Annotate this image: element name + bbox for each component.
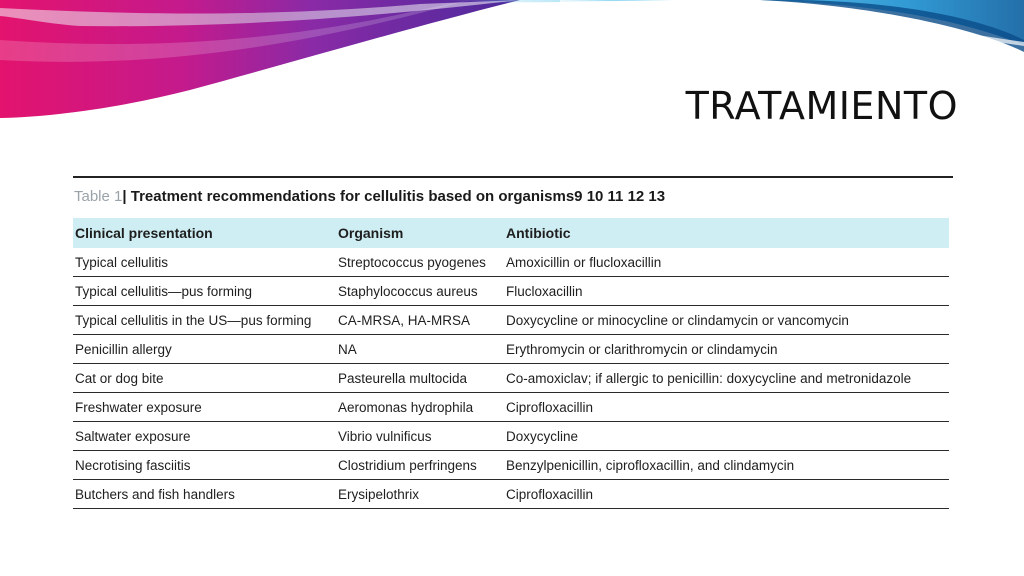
treatment-table-figure [73, 176, 953, 509]
table-cell: NA [336, 335, 504, 364]
table-cell: Freshwater exposure [73, 393, 336, 422]
table-cell: Staphylococcus aureus [336, 277, 504, 306]
column-header-antibiotic: Antibiotic [506, 225, 571, 241]
table-header-row [73, 218, 949, 248]
table-row [73, 393, 949, 422]
table-caption-text: | Treatment recommendations for cellulitis based on organisms9 10 11 12 13 [122, 188, 666, 205]
table-cell: Typical cellulitis in the US—pus forming [73, 306, 336, 335]
table-cell: Amoxicillin or flucloxacillin [504, 248, 949, 277]
table-row [73, 480, 949, 509]
table-row [73, 306, 949, 335]
table-cell: Erysipelothrix [336, 480, 504, 509]
slide-title: TRATAMIENTO [685, 84, 958, 128]
table-cell: Erythromycin or clarithromycin or clindamycin [504, 335, 949, 364]
table-cell: Typical cellulitis—pus forming [73, 277, 336, 306]
table-cell: Streptococcus pyogenes [336, 248, 504, 277]
table-cell: Doxycycline [504, 422, 949, 451]
table-cell: CA-MRSA, HA-MRSA [336, 306, 504, 335]
treatment-table [73, 218, 949, 509]
table-cell: Butchers and fish handlers [73, 480, 336, 509]
table-row [73, 451, 949, 480]
table-caption [73, 178, 953, 218]
table-cell: Vibrio vulnificus [336, 422, 504, 451]
table-cell: Necrotising fasciitis [73, 451, 336, 480]
table-cell: Flucloxacillin [504, 277, 949, 306]
table-row [73, 422, 949, 451]
table-cell: Aeromonas hydrophila [336, 393, 504, 422]
table-cell: Doxycycline or minocycline or clindamycin or vancomycin [504, 306, 949, 335]
table-row [73, 277, 949, 306]
table-cell: Benzylpenicillin, ciprofloxacillin, and clindamycin [504, 451, 949, 480]
table-row [73, 335, 949, 364]
table-row [73, 364, 949, 393]
table-cell: Clostridium perfringens [336, 451, 504, 480]
column-header-organism: Organism [338, 225, 404, 241]
table-cell: Ciprofloxacillin [504, 480, 949, 509]
table-cell: Saltwater exposure [73, 422, 336, 451]
table-caption-label: Table 1 [74, 188, 123, 205]
table-cell: Pasteurella multocida [336, 364, 504, 393]
table-cell: Typical cellulitis [73, 248, 336, 277]
column-header-clinical-presentation: Clinical presentation [75, 225, 213, 241]
table-cell: Co-amoxiclav; if allergic to penicillin: doxycycline and metronidazole [504, 364, 949, 393]
table-cell: Penicillin allergy [73, 335, 336, 364]
table-row [73, 248, 949, 277]
table-cell: Cat or dog bite [73, 364, 336, 393]
table-cell: Ciprofloxacillin [504, 393, 949, 422]
